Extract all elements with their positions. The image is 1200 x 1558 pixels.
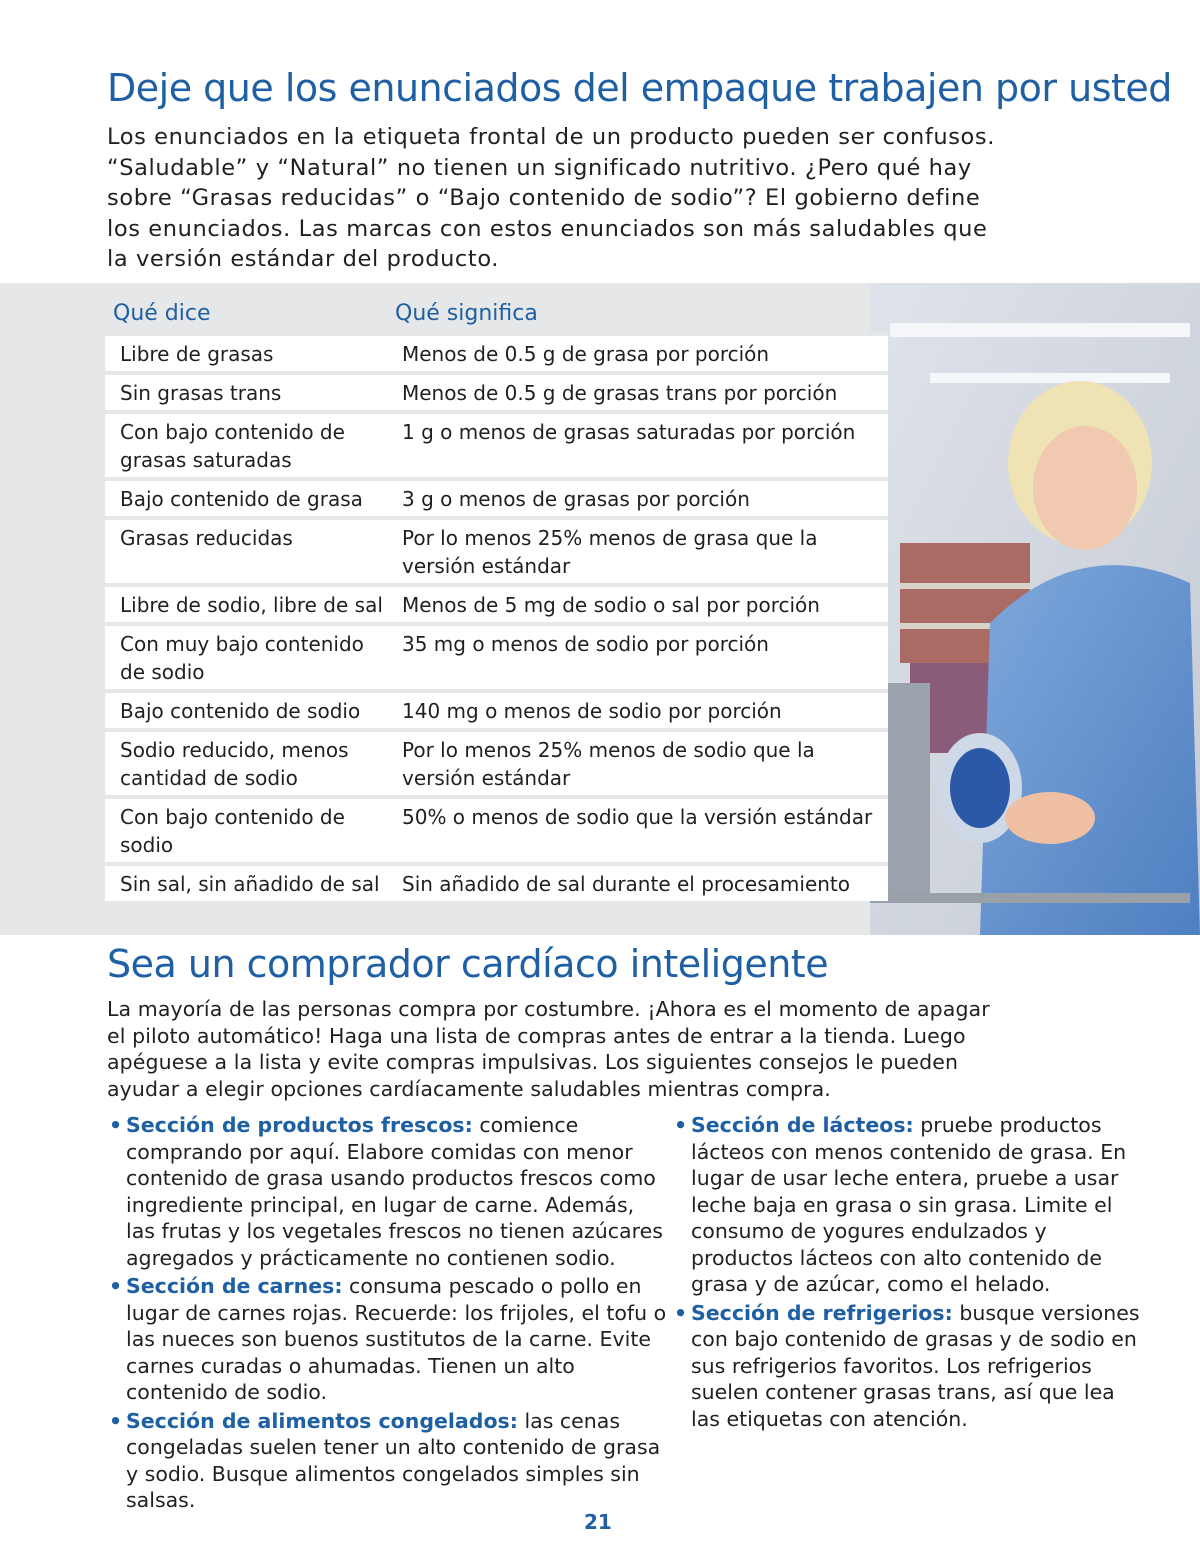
claim-cell: Bajo contenido de sodio	[105, 691, 390, 730]
meaning-cell: Menos de 5 mg de sodio o sal por porción	[390, 585, 888, 624]
meaning-cell: Sin añadido de sal durante el procesamiento	[390, 864, 888, 901]
tip-text: pruebe productos lácteos con menos contenido de grasa. En lugar de usar leche entera, pruebe a usar leche baja en grasa o sin grasa. Limite el consumo de yogures endulzados y productos lácteos con alto contenido de grasa y de azúcar, como el helado.	[691, 1113, 1127, 1296]
table-row	[105, 412, 888, 479]
table-row	[105, 585, 888, 624]
table-row	[105, 730, 888, 797]
table-row	[105, 373, 888, 412]
table-row	[105, 797, 888, 864]
bullet-icon: •	[109, 1274, 123, 1298]
meaning-cell: Menos de 0.5 g de grasa por porción	[390, 334, 888, 373]
list-item	[107, 1273, 667, 1406]
table-row	[105, 624, 888, 691]
meaning-cell: 3 g o menos de grasas por porción	[390, 479, 888, 518]
meaning-cell: 50% o menos de sodio que la versión estándar	[390, 797, 888, 864]
claim-cell: Grasas reducidas	[105, 518, 390, 585]
package-claims-table	[105, 294, 888, 901]
meaning-cell: 140 mg o menos de sodio por porción	[390, 691, 888, 730]
tips-list-left	[107, 1112, 667, 1516]
column-header-what-it-means: Qué significa	[395, 301, 538, 326]
tip-heading: Sección de refrigerios:	[691, 1300, 953, 1325]
list-item	[672, 1112, 1142, 1298]
bullet-icon: •	[109, 1408, 123, 1433]
list-item	[107, 1408, 667, 1514]
section-title-smart-shopper: Sea un comprador cardíaco inteligente	[107, 942, 829, 986]
meaning-cell: 35 mg o menos de sodio por porción	[390, 624, 888, 691]
claim-cell: Con bajo contenido de grasas saturadas	[105, 412, 390, 479]
claim-cell: Sin sal, sin añadido de sal	[105, 864, 390, 901]
tip-text: busque versiones con bajo contenido de grasas y de sodio en sus refrigerios favoritos. Los refrigerios suelen contener grasas trans, así que lea las etiquetas con atención.	[691, 1300, 1140, 1431]
page-number: 21	[584, 1510, 612, 1534]
column-header-what-it-says: Qué dice	[113, 301, 211, 326]
list-item	[107, 1112, 667, 1271]
claim-cell: Sodio reducido, menos cantidad de sodio	[105, 730, 390, 797]
shopper-photo	[870, 283, 1200, 935]
meaning-cell: Por lo menos 25% menos de sodio que la versión estándar	[390, 730, 888, 797]
tip-text: las cenas congeladas suelen tener un alto contenido de grasa y sodio. Busque alimentos congelados simples sin salsas.	[126, 1408, 661, 1512]
tip-heading: Sección de carnes:	[126, 1274, 343, 1298]
intro-paragraph-shopping: La mayoría de las personas compra por costumbre. ¡Ahora es el momento de apagar el piloto automático! Haga una lista de compras antes de entrar a la tienda. Luego apéguese a la lista y evite compras impulsivas. Los siguientes consejos le pueden ayudar a elegir opciones cardíacamente saludables mientras compra.	[107, 997, 990, 1101]
table-header-row	[105, 294, 888, 334]
tip-text: comience comprando por aquí. Elabore comidas con menor contenido de grasa usando productos frescos como ingrediente principal, en lugar de carne. Además, las frutas y los vegetales frescos no tienen azúcares agregados y prácticamente no contienen sodio.	[126, 1113, 663, 1270]
claim-cell: Con muy bajo contenido de sodio	[105, 624, 390, 691]
list-item	[672, 1300, 1142, 1433]
table-row	[105, 518, 888, 585]
tip-heading: Sección de productos frescos:	[126, 1113, 473, 1137]
table-row	[105, 864, 888, 901]
table-row	[105, 334, 888, 373]
meaning-cell: 1 g o menos de grasas saturadas por porción	[390, 412, 888, 479]
claim-cell: Sin grasas trans	[105, 373, 390, 412]
section-title-claims: Deje que los enunciados del empaque trabajen por usted	[107, 66, 1172, 110]
bullet-icon: •	[109, 1113, 123, 1137]
meaning-cell: Menos de 0.5 g de grasas trans por porción	[390, 373, 888, 412]
intro-paragraph-claims: Los enunciados en la etiqueta frontal de un producto pueden ser confusos. “Saludable” y “Natural” no tienen un significado nutritivo. ¿Pero qué hay sobre “Grasas reducidas” o “Bajo contenido de sodio”? El gobierno define los enunciados. Las marcas con estos enunciados son más saludables que la versión estándar del producto.	[107, 124, 995, 272]
claim-cell: Bajo contenido de grasa	[105, 479, 390, 518]
tip-heading: Sección de lácteos:	[691, 1113, 914, 1137]
tips-list-right	[672, 1112, 1142, 1434]
claim-cell: Libre de sodio, libre de sal	[105, 585, 390, 624]
bullet-icon: •	[674, 1300, 688, 1325]
table-row	[105, 691, 888, 730]
meaning-cell: Por lo menos 25% menos de grasa que la versión estándar	[390, 518, 888, 585]
claim-cell: Con bajo contenido de sodio	[105, 797, 390, 864]
tip-heading: Sección de alimentos congelados:	[126, 1408, 518, 1433]
tip-text: consuma pescado o pollo en lugar de carnes rojas. Recuerde: los frijoles, el tofu o las nueces son buenos sustitutos de la carne. Evite carnes curadas o ahumadas. Tienen un alto contenido de sodio.	[126, 1274, 667, 1404]
table-row	[105, 479, 888, 518]
claim-cell: Libre de grasas	[105, 334, 390, 373]
bullet-icon: •	[674, 1113, 688, 1137]
